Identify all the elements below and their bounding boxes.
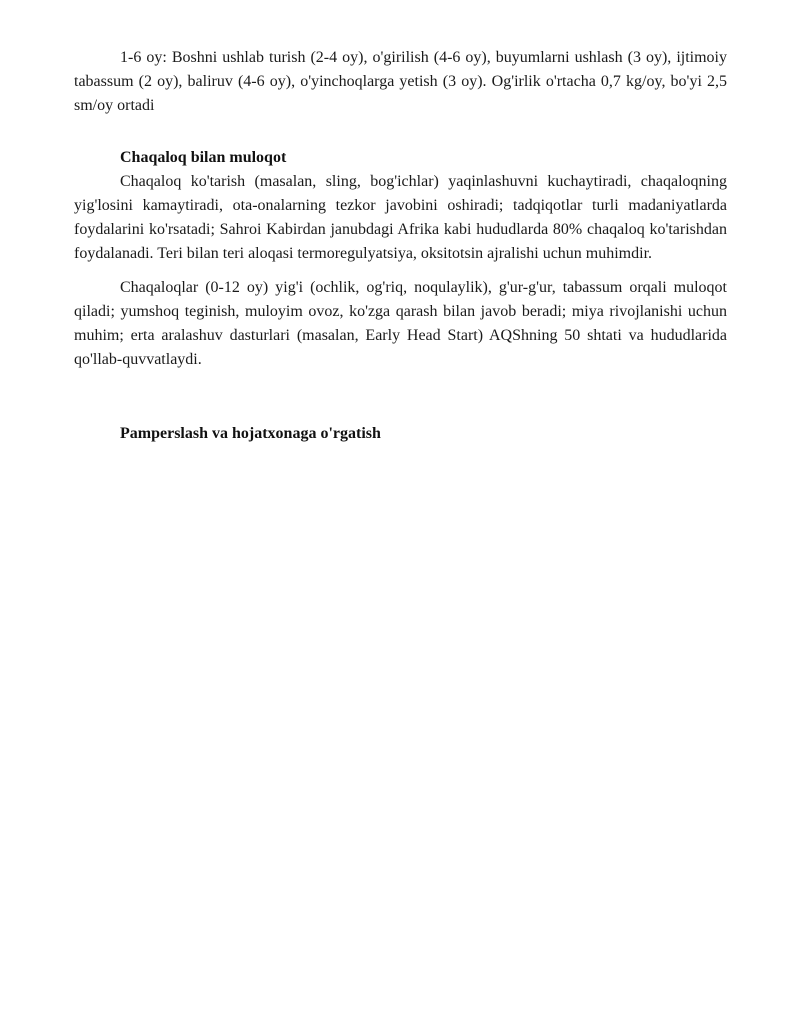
spacer bbox=[74, 118, 727, 146]
section-heading-diapering: Pamperslash va hojatxonaga o'rgatish bbox=[120, 425, 381, 442]
spacer bbox=[74, 266, 727, 276]
document-body bbox=[74, 46, 727, 446]
communication-paragraph-2: Chaqaloqlar (0-12 oy) yig'i (ochlik, og'riq, noqulaylik), g'ur-g'ur, tabassum orqali muloqot qiladi; yumshoq teginish, muloyim ovoz, ko'zga qarash bilan javob beradi; miya rivojlanishi uchun muhim; erta aralashuv dasturlari (masalan, Early Head Start) AQShning 50 shtati va hududlarida qo'llab-quvvatlaydi. bbox=[74, 279, 727, 368]
communication-paragraph-1: Chaqaloq ko'tarish (masalan, sling, bog'ichlar) yaqinlashuvni kuchaytiradi, chaqaloqning yig'losini kamaytiradi, ota-onalarning tezkor javobini oshiradi; tadqiqotlar turli madaniyatlarda foydalarini ko'rsatadi; Sahroi Kabirdan janubdagi Afrika kabi hududlarda 80% chaqaloq ko'tarishdan foydalanadi. Teri bilan teri aloqasi termoregulyatsiya, oksitotsin ajralishi uchun muhimdir. bbox=[74, 173, 727, 262]
spacer bbox=[74, 372, 727, 422]
intro-paragraph: 1-6 oy: Boshni ushlab turish (2-4 oy), o'girilish (4-6 oy), buyumlarni ushlash (3 oy), ijtimoiy tabassum (2 oy), baliruv (4-6 oy), o'yinchoqlarga yetish (3 oy). Og'irlik o'rtacha 0,7 kg/oy, bo'yi 2,5 sm/oy ortadi bbox=[74, 49, 727, 114]
section-heading-communication: Chaqaloq bilan muloqot bbox=[120, 149, 287, 166]
